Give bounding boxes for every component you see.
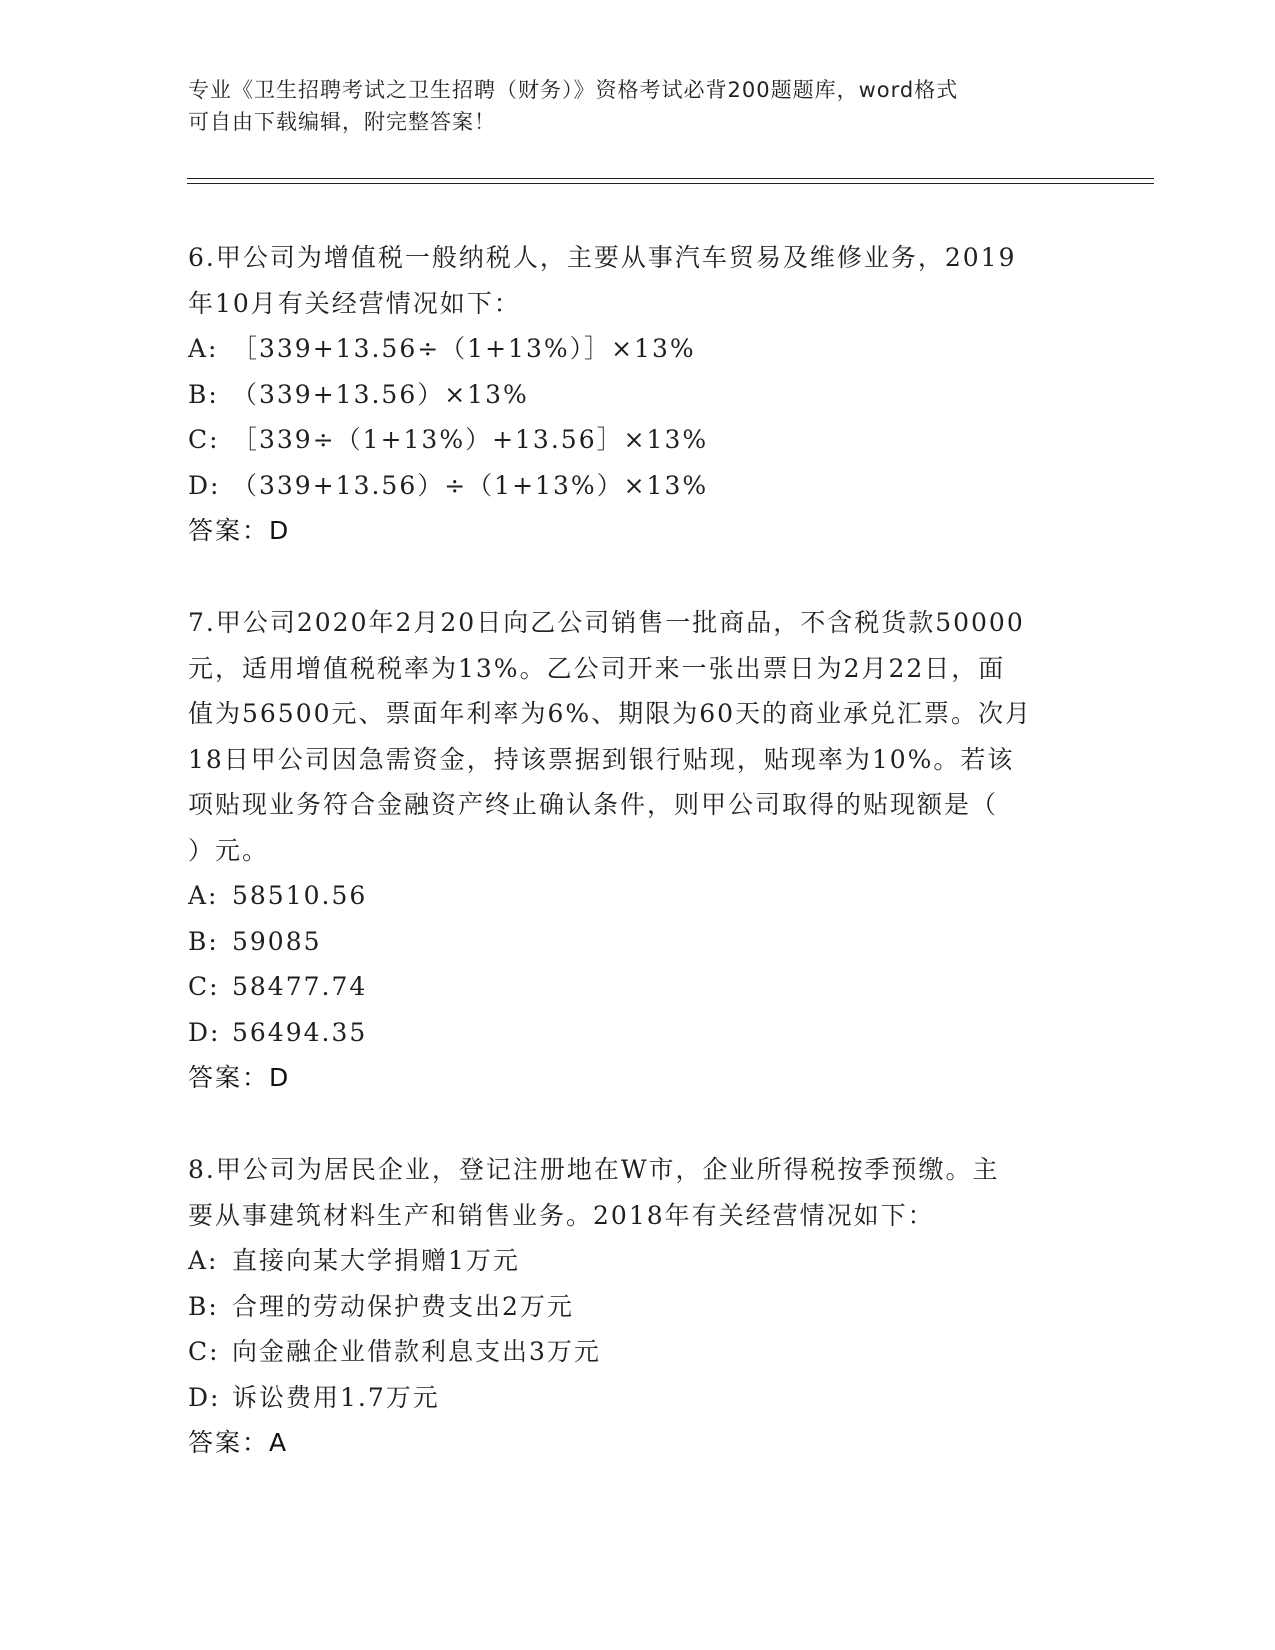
question-line: 元，适用增值税税率为13%。乙公司开来一张出票日为2月22日，面: [188, 653, 1006, 683]
header-line-2: 可自由下载编辑，附完整答案！: [188, 110, 496, 134]
question-line: 18日甲公司因急需资金，持该票据到银行贴现，贴现率为10%。若该: [188, 744, 1015, 774]
option-key: C:: [188, 425, 220, 454]
question-8: [188, 1147, 1088, 1466]
question-line: ）元。: [188, 835, 270, 865]
option-key: B:: [188, 926, 219, 956]
option-b: [188, 372, 1088, 418]
question-6: [188, 235, 1088, 554]
question-line: 8.甲公司为居民企业，登记注册地在W市，企业所得税按季预缴。主: [188, 1155, 1000, 1184]
option-c: [188, 417, 1088, 463]
option-d: [188, 1010, 1088, 1056]
option-text: 56494.35: [232, 1017, 368, 1047]
option-text: 59085: [232, 926, 322, 956]
question-line: 要从事建筑材料生产和销售业务。2018年有关经营情况如下：: [188, 1200, 935, 1230]
option-c: [188, 964, 1088, 1010]
question-text: [188, 600, 1088, 873]
option-key: D:: [188, 1017, 221, 1047]
option-key: D:: [188, 470, 221, 500]
option-key: C:: [188, 972, 220, 1001]
option-key: A:: [188, 1246, 219, 1275]
option-text: 向金融企业借款利息支出3万元: [232, 1337, 601, 1366]
answer-label: 答案：A: [188, 1428, 289, 1457]
question-text: [188, 235, 1088, 326]
header-line-1: 专业《卫生招聘考试之卫生招聘（财务）》资格考试必背200题题库，word格式: [188, 78, 959, 102]
option-text: 58510.56: [232, 881, 368, 910]
option-key: D:: [188, 1382, 221, 1412]
option-text: 58477.74: [232, 972, 368, 1001]
header-divider-bottom: [187, 183, 1154, 184]
option-text: ［339+13.56÷（1+13%）］×13%: [232, 334, 696, 363]
question-text: [188, 1147, 1088, 1238]
question-line: 值为56500元、票面年利率为6%、期限为60天的商业承兑汇票。次月: [188, 699, 1033, 728]
question-line: 7.甲公司2020年2月20日向乙公司销售一批商品，不含税货款50000: [188, 608, 1025, 637]
option-key: A:: [188, 334, 219, 363]
option-c: [188, 1329, 1088, 1375]
option-a: [188, 326, 1088, 372]
option-b: [188, 919, 1088, 965]
answer-label: 答案：D: [188, 516, 291, 545]
document-header: [188, 74, 1068, 138]
option-text: （339+13.56）÷（1+13%）×13%: [232, 470, 709, 500]
header-divider-top: [187, 178, 1154, 179]
option-key: A:: [188, 881, 219, 910]
option-text: 合理的劳动保护费支出2万元: [232, 1291, 574, 1321]
question-line: 项贴现业务符合金融资产终止确认条件，则甲公司取得的贴现额是（: [188, 790, 999, 819]
question-line: 年10月有关经营情况如下：: [188, 288, 521, 318]
option-b: [188, 1284, 1088, 1330]
option-text: 直接向某大学捐赠1万元: [232, 1246, 520, 1275]
option-text: （339+13.56）×13%: [232, 379, 529, 409]
question-line: 6.甲公司为增值税一般纳税人，主要从事汽车贸易及维修业务，2019: [188, 243, 1017, 272]
option-key: C:: [188, 1337, 220, 1366]
option-d: [188, 1375, 1088, 1421]
option-d: [188, 463, 1088, 509]
option-key: B:: [188, 379, 219, 409]
option-text: 诉讼费用1.7万元: [232, 1382, 440, 1412]
option-a: [188, 1238, 1088, 1284]
option-text: ［339÷（1+13%）+13.56］×13%: [232, 425, 709, 454]
question-7: [188, 600, 1088, 1101]
answer-label: 答案：D: [188, 1063, 291, 1092]
option-a: [188, 873, 1088, 919]
option-key: B:: [188, 1291, 219, 1321]
